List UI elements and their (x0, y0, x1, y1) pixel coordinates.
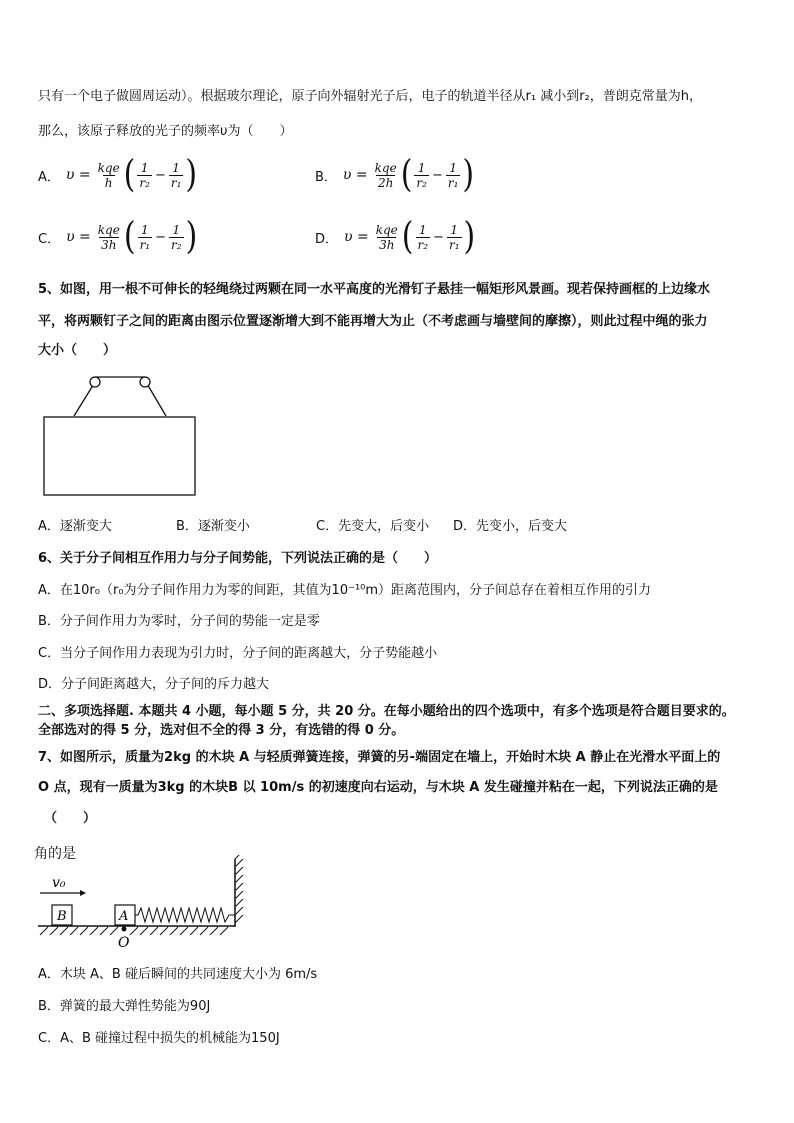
q5-option-a: A．逐渐变大 (38, 519, 112, 534)
lhs: υ = (66, 229, 91, 245)
coef-fraction: $\frac{\text{kqe}}{3h}$ (375, 222, 398, 252)
q5-option-c: C．先变大，后变小 (316, 519, 430, 534)
q7-line1: 7、如图所示，质量为2kg 的木块 A 与轻质弹簧连接，弹簧的另-端固定在墙上，开始时木块 A 静止在光滑水平面上的 (38, 750, 721, 765)
q4-option-b: B． υ = $\frac{\text{kqe}}{2h}$ ( $\frac{1}{\text{r₂}}$ − $\frac{1}{\text{r₁}}$ ) (315, 152, 475, 197)
coef-fraction: $\frac{\text{kqe}}{h}$ (97, 160, 120, 190)
nail-left (90, 377, 100, 387)
right-paren: ) (185, 214, 198, 259)
frac-1: $\frac{1}{\text{r₂}}$ (417, 222, 429, 252)
q5-figure (38, 370, 200, 500)
q7-option-b: B．弹簧的最大弹性势能为90J (38, 999, 211, 1014)
right-paren: ) (185, 152, 198, 197)
q7-option-c: C．A、B 碰撞过程中损失的机械能为150J (38, 1031, 280, 1046)
section2-line1: 二、多项选择题. 本题共 4 小题，每小题 5 分，共 20 分。在每小题给出的四个选项中，有多个选项是符合题目要求的。 (38, 704, 735, 719)
section2-line2: 全部选对的得 5 分，选对但不全的得 3 分，有选错的得 0 分。 (38, 723, 405, 738)
q4-option-c: C． υ = $\frac{\text{kqe}}{3h}$ ( $\frac{1}{\text{r₁}}$ − $\frac{1}{\text{r₂}}$ ) (38, 214, 198, 259)
frac-2: $\frac{1}{\text{r₁}}$ (448, 222, 460, 252)
right-paren: ) (462, 152, 475, 197)
q5-line3: 大小（ ） (38, 343, 117, 358)
lhs: υ = (344, 229, 369, 245)
q5-line1: 5、如图，用一根不可伸长的轻绳绕过两颗在同一水平高度的光滑钉子悬挂一幅矩形风景画。现若保持画框的上边缘水 (38, 282, 711, 297)
q7-option-a: A．木块 A、B 碰后瞬间的共同速度大小为 6m/s (38, 967, 318, 982)
frac-1: $\frac{1}{\text{r₂}}$ (416, 160, 427, 190)
lhs: υ = (342, 167, 368, 183)
block-b-label: B (57, 909, 67, 924)
q4-line2: 那么，该原子释放的光子的频率υ为（ ） (38, 124, 293, 139)
q7-fragment: 角的是 (34, 846, 76, 862)
frac-2: $\frac{1}{\text{r₁}}$ (447, 160, 459, 190)
q6-option-c: C．当分子间作用力表现为引力时，分子间的距离越大，分子势能越小 (38, 646, 438, 661)
spring (135, 908, 235, 922)
coef-fraction: $\frac{\text{kqe}}{2h}$ (374, 160, 397, 190)
q4-line1: 只有一个电子做圆周运动）。根据玻尔理论，原子向外辐射光子后，电子的轨道半径从r₁ 减小到r₂，普朗克常量为h， (38, 89, 702, 104)
frac-1: $\frac{1}{\text{r₂}}$ (139, 160, 150, 190)
q5-option-b: B．逐渐变小 (176, 519, 250, 534)
q4-option-d: D． υ = $\frac{\text{kqe}}{3h}$ ( $\frac{1}{\text{r₂}}$ − $\frac{1}{\text{r₁}}$ ) (315, 214, 476, 259)
point-o-label: O (118, 935, 130, 951)
nail-right (140, 377, 150, 387)
q7-line2: O 点，现有一质量为3kg 的木块B 以 10m/s 的初速度向右运动，与木块 A 发生碰撞并粘在一起，下列说法正确的是 (38, 780, 718, 795)
q7-figure (36, 855, 256, 955)
block-a-label: A (119, 909, 129, 924)
q5-option-d: D．先变小，后变大 (453, 519, 568, 534)
option-label: A． (38, 169, 60, 185)
coef-fraction: $\frac{\text{kqe}}{3h}$ (97, 222, 120, 252)
option-label: D． (315, 231, 339, 247)
q7-line3: （ ） (44, 811, 97, 826)
lhs: υ = (65, 167, 91, 183)
q4-option-a: A． υ = $\frac{\text{kqe}}{h}$ ( $\frac{1}{\text{r₂}}$ − $\frac{1}{\text{r₁}}$ ) (38, 152, 198, 197)
picture-frame (44, 417, 195, 495)
option-label: B． (315, 169, 337, 185)
v0-label: v₀ (52, 875, 66, 891)
left-paren: ( (401, 214, 414, 259)
option-label: C． (38, 231, 61, 247)
q6-option-a: A．在10r₀（r₀为分子间作用力为零的间距，其值为10⁻¹⁰m）距离范围内，分子间总存在着相互作用的引力 (38, 583, 652, 598)
q6-stem: 6、关于分子间相互作用力与分子间势能，下列说法正确的是（ ） (38, 551, 438, 566)
left-paren: ( (400, 152, 413, 197)
frac-1: $\frac{1}{\text{r₁}}$ (139, 222, 151, 252)
q5-line2: 平，将两颗钉子之间的距离由图示位置逐渐增大到不能再增大为止（不考虑画与墙壁间的摩擦），则此过程中绳的张力 (38, 314, 708, 329)
right-paren: ) (463, 214, 476, 259)
frac-2: $\frac{1}{\text{r₁}}$ (170, 160, 182, 190)
q6-option-b: B．分子间作用力为零时，分子间的势能一定是零 (38, 614, 320, 629)
left-paren: ( (123, 214, 136, 259)
q6-option-d: D．分子间距离越大，分子间的斥力越大 (38, 677, 270, 692)
frac-2: $\frac{1}{\text{r₂}}$ (171, 222, 182, 252)
left-paren: ( (123, 152, 136, 197)
point-o (122, 927, 127, 932)
